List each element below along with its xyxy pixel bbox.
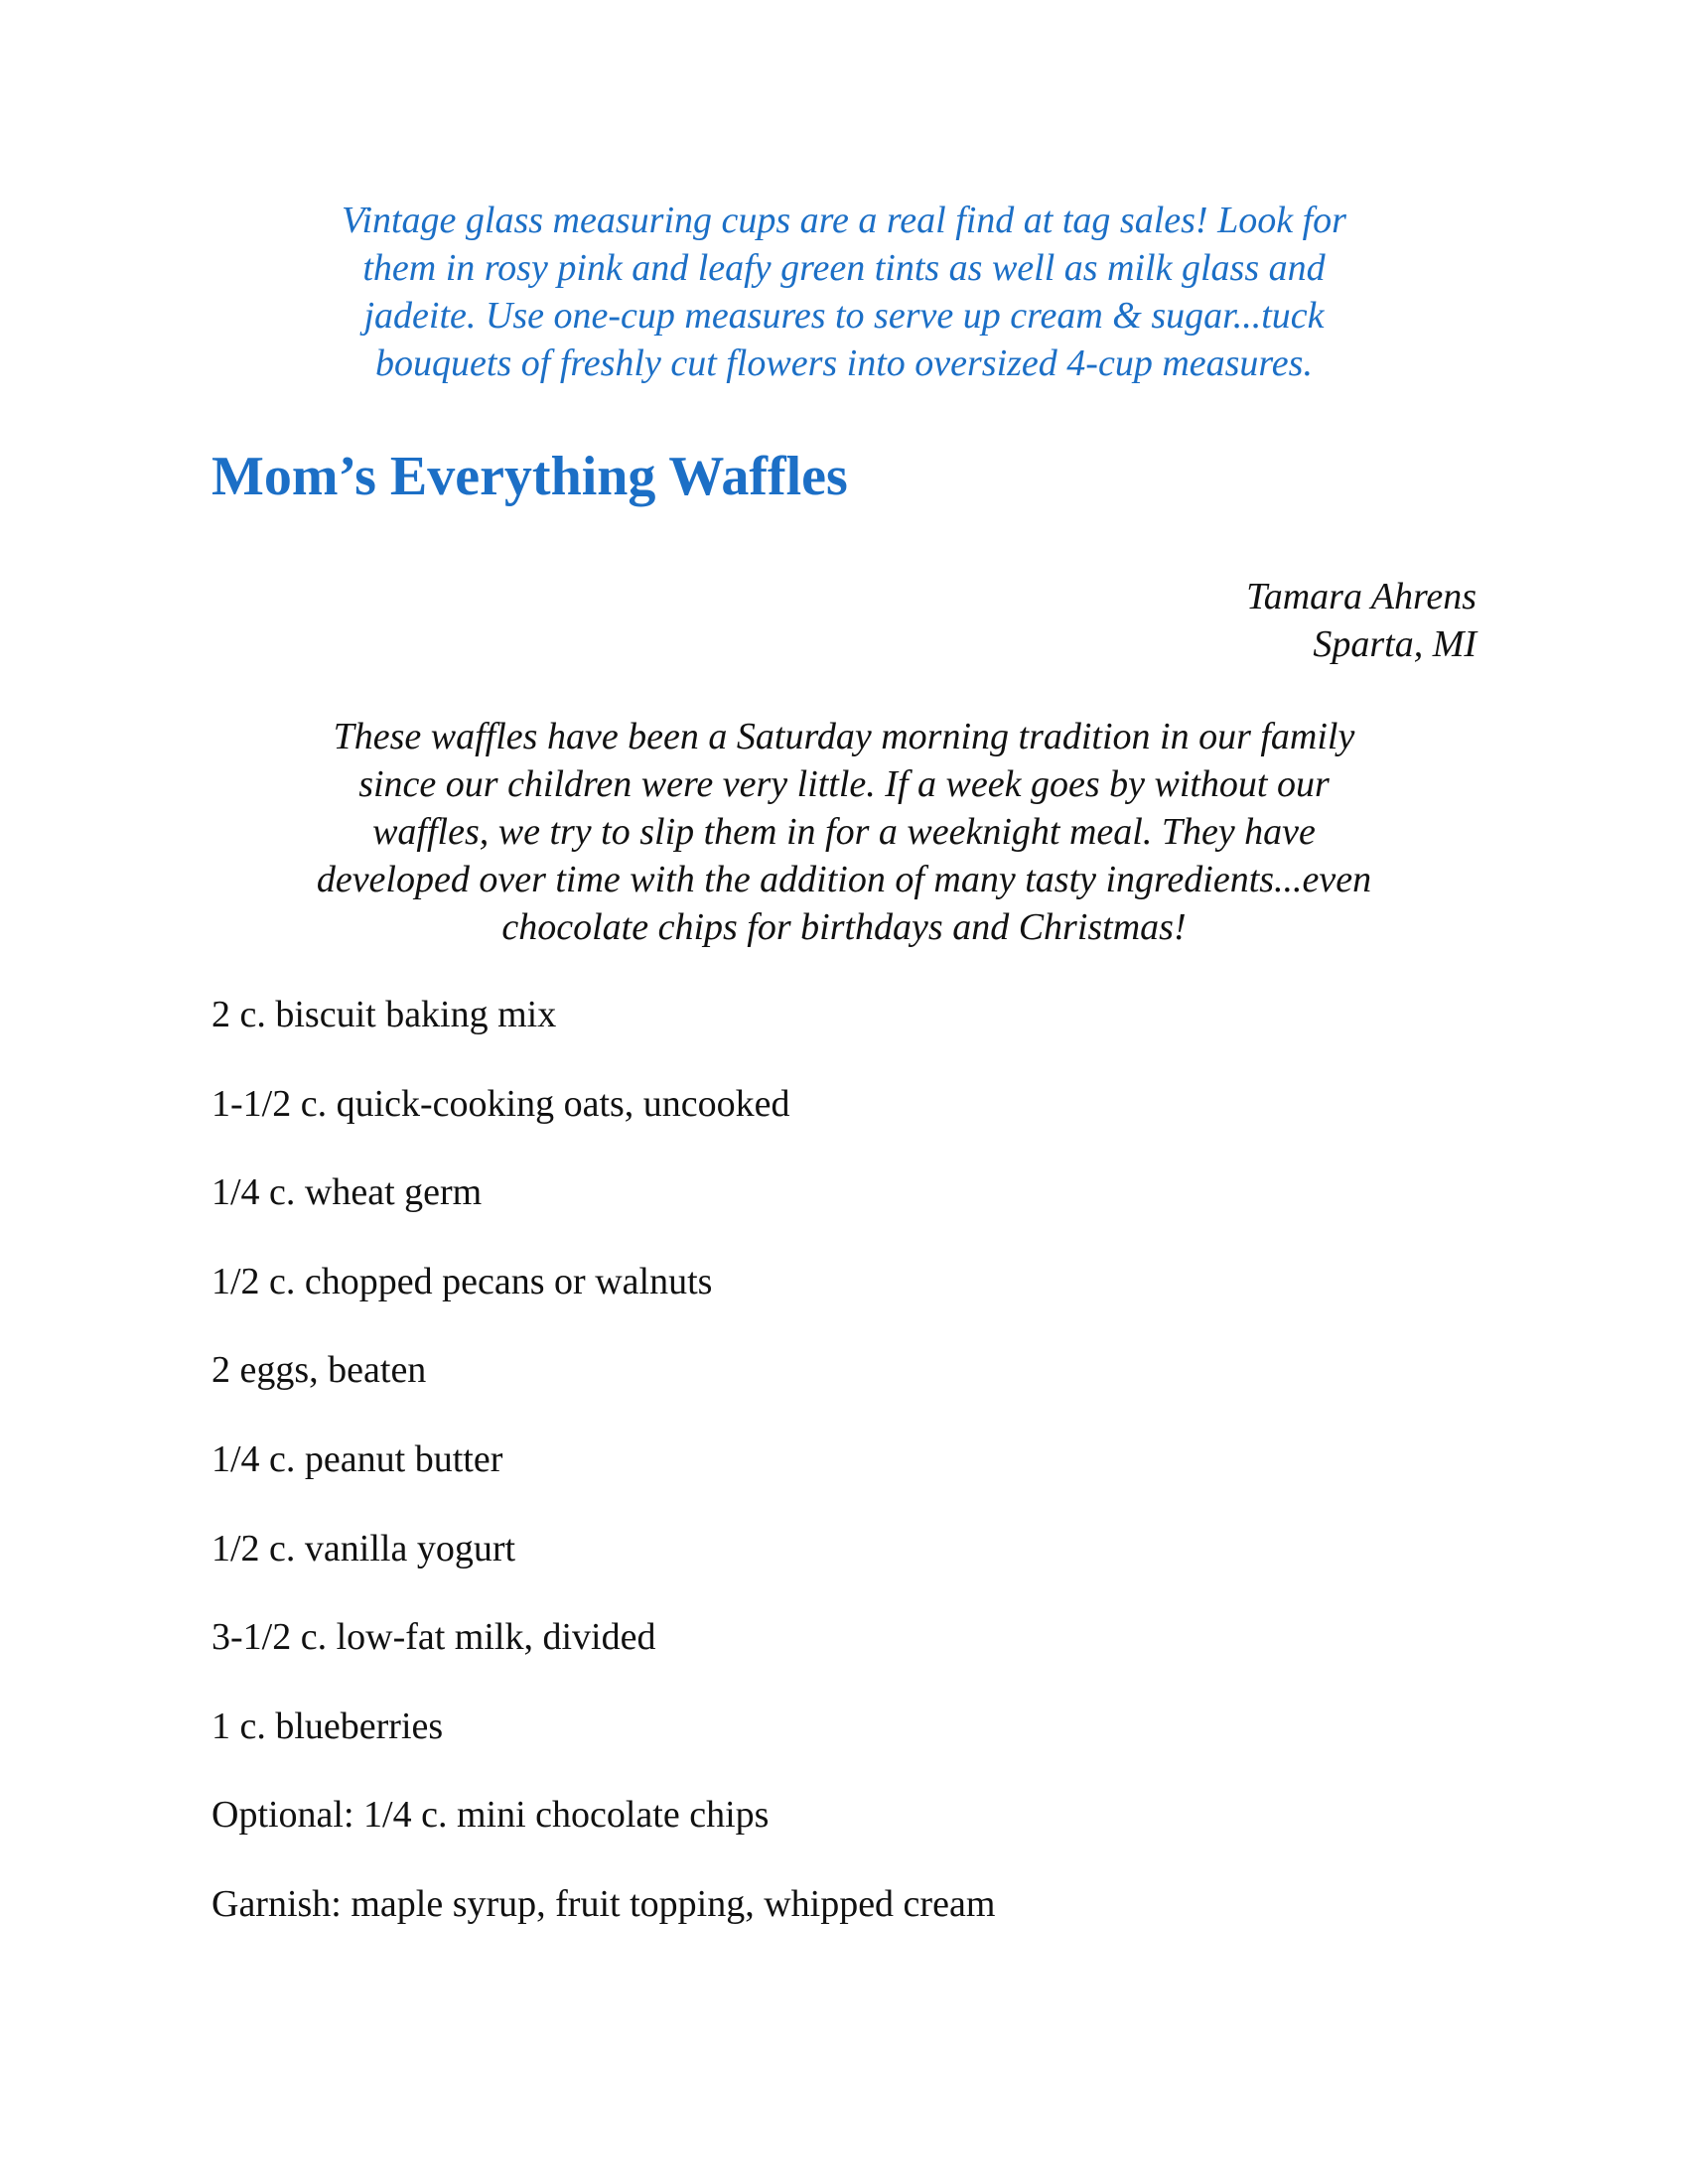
ingredient-item: 1 c. blueberries	[211, 1705, 444, 1747]
intro-line: waffles, we try to slip them in for a weeknight meal. They have	[372, 811, 1316, 853]
tip-line: jadeite. Use one-cup measures to serve up cream & sugar...tuck	[363, 295, 1325, 337]
tip-line: bouquets of freshly cut flowers into oversized 4-cup measures.	[375, 342, 1313, 384]
ingredient-item: 3-1/2 c. low-fat milk, divided	[211, 1616, 656, 1659]
ingredient-item: Optional: 1/4 c. mini chocolate chips	[211, 1794, 770, 1837]
ingredient-item: 2 eggs, beaten	[211, 1349, 427, 1392]
tip-box	[248, 197, 1440, 387]
tip-line: Vintage glass measuring cups are a real find at tag sales! Look for	[342, 200, 1346, 241]
ingredient-list	[211, 991, 995, 1970]
ingredient-item: 1/2 c. vanilla yogurt	[211, 1527, 516, 1570]
ingredient-item: 1/4 c. peanut butter	[211, 1437, 503, 1480]
author-name: Tamara Ahrens	[1246, 576, 1477, 617]
ingredient-item: 2 c. biscuit baking mix	[211, 994, 557, 1035]
intro-line: chocolate chips for birthdays and Christmas!	[501, 906, 1187, 948]
author-location: Sparta, MI	[1313, 623, 1477, 665]
ingredient-item: 1/4 c. wheat germ	[211, 1171, 483, 1214]
ingredient-item: 1-1/2 c. quick-cooking oats, uncooked	[211, 1082, 790, 1125]
intro-line: These waffles have been a Saturday morning tradition in our family	[333, 716, 1355, 757]
tip-line: them in rosy pink and leafy green tints as well as milk glass and	[362, 247, 1326, 289]
recipe-title: Mom’s Everything Waffles	[211, 446, 848, 507]
intro-line: developed over time with the addition of many tasty ingredients...even	[316, 859, 1372, 900]
intro-line: since our children were very little. If a week goes by without our	[358, 763, 1330, 805]
recipe-intro	[248, 713, 1440, 951]
ingredient-item: Garnish: maple syrup, fruit topping, whipped cream	[211, 1882, 996, 1925]
recipe-attribution	[1246, 573, 1477, 668]
ingredient-item: 1/2 c. chopped pecans or walnuts	[211, 1260, 713, 1302]
